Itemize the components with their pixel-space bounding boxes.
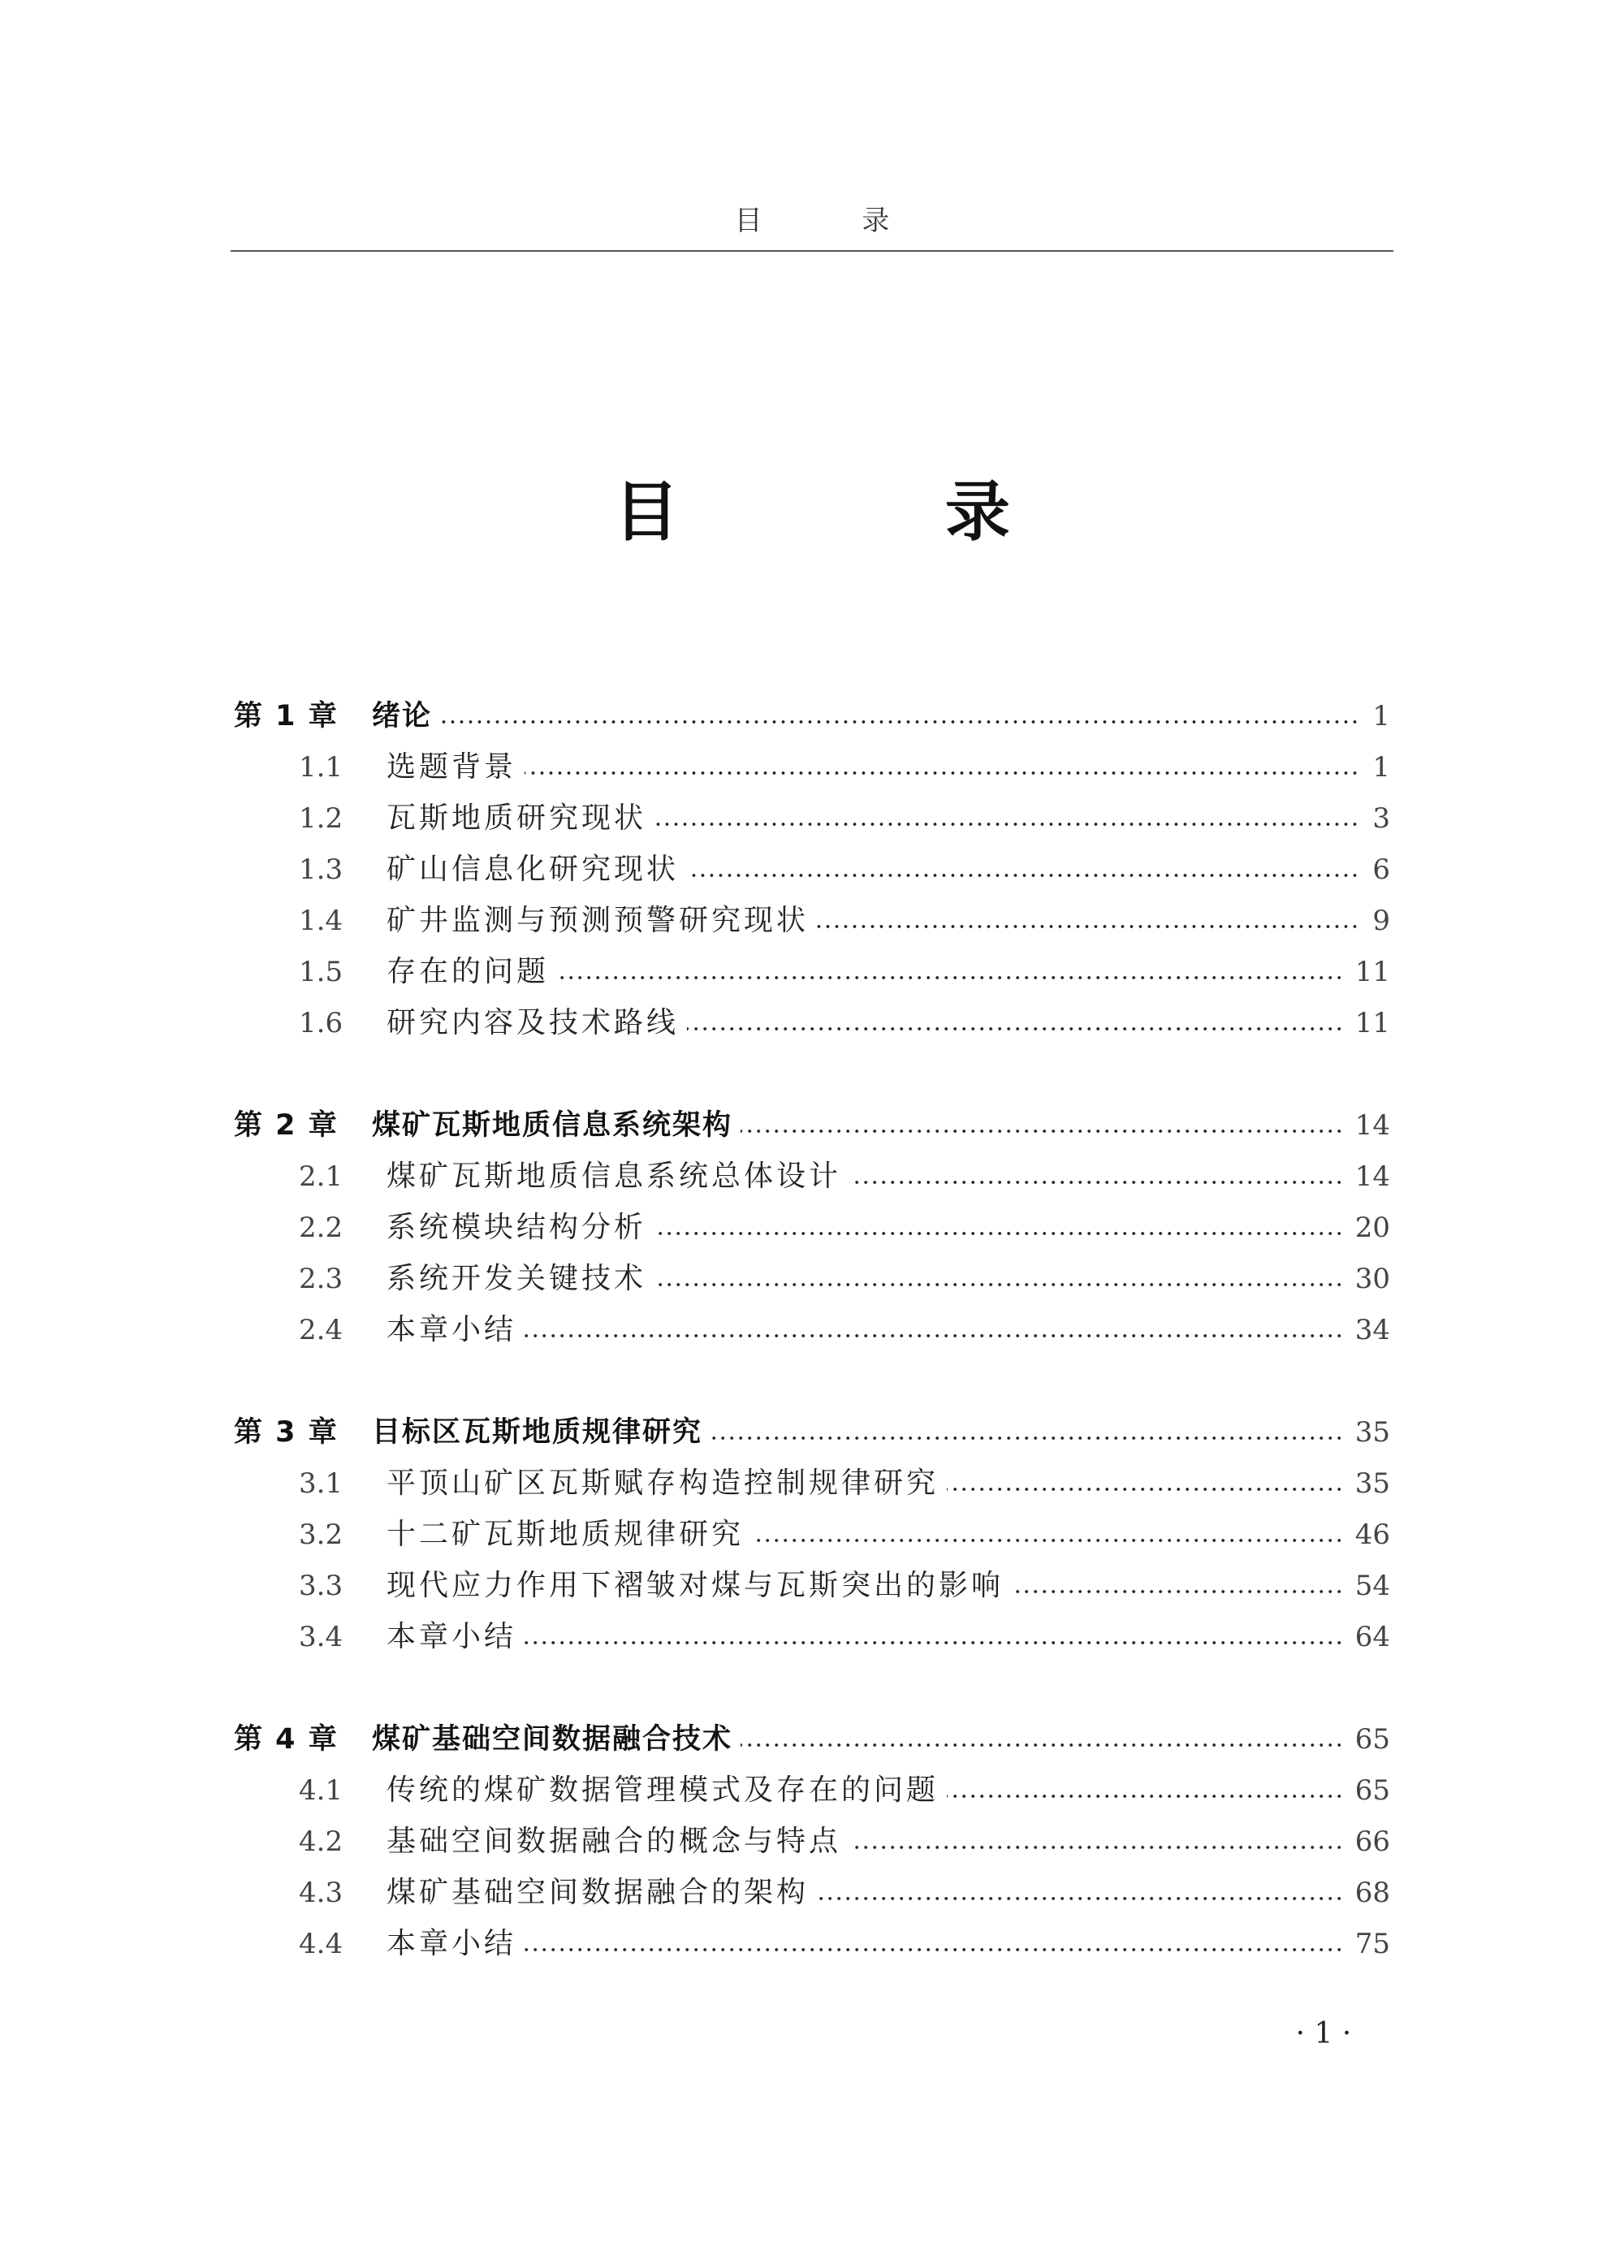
dot-leader bbox=[817, 1897, 1344, 1900]
chapter-title: 目标区瓦斯地质规律研究 bbox=[372, 1415, 703, 1449]
toc-section-entry[interactable] bbox=[234, 1253, 1390, 1304]
section-number: 4.3 bbox=[299, 1876, 343, 1909]
page-ref: 3 bbox=[1372, 801, 1390, 835]
dot-leader bbox=[654, 1232, 1344, 1235]
dot-leader bbox=[525, 1641, 1344, 1644]
section-number: 2.1 bbox=[299, 1160, 343, 1193]
section-title: 基础空间数据融合的概念与特点 bbox=[387, 1824, 842, 1858]
dot-leader bbox=[525, 1334, 1344, 1337]
page-ref: 54 bbox=[1354, 1569, 1390, 1602]
chapter-title: 煤矿瓦斯地质信息系统架构 bbox=[372, 1108, 733, 1142]
toc-section-entry[interactable] bbox=[234, 844, 1390, 895]
section-number: 2.3 bbox=[299, 1262, 343, 1295]
section-title: 瓦斯地质研究现状 bbox=[387, 801, 647, 835]
dot-leader bbox=[654, 823, 1359, 826]
dot-leader bbox=[741, 1743, 1344, 1747]
dot-leader bbox=[947, 1795, 1344, 1798]
section-title: 煤矿基础空间数据融合的架构 bbox=[387, 1875, 810, 1909]
dot-leader bbox=[687, 1027, 1344, 1030]
section-number: 3.3 bbox=[299, 1569, 343, 1602]
toc-section-entry[interactable] bbox=[234, 741, 1390, 793]
page-number: · 1 · bbox=[1295, 2017, 1352, 2050]
section-title: 研究内容及技术路线 bbox=[387, 1005, 680, 1039]
page-ref: 14 bbox=[1354, 1160, 1390, 1193]
chapter-number: 第 3 章 bbox=[234, 1415, 339, 1449]
table-of-contents bbox=[234, 690, 1390, 1969]
chapter-title: 煤矿基础空间数据融合技术 bbox=[372, 1722, 733, 1756]
section-title: 存在的问题 bbox=[387, 954, 550, 988]
section-title: 本章小结 bbox=[387, 1312, 517, 1346]
page-ref: 20 bbox=[1354, 1211, 1390, 1244]
page-ref: 11 bbox=[1354, 955, 1390, 988]
section-title: 平顶山矿区瓦斯赋存构造控制规律研究 bbox=[387, 1466, 939, 1500]
page-ref: 30 bbox=[1354, 1262, 1390, 1295]
toc-section-entry[interactable] bbox=[234, 997, 1390, 1048]
chapter-number: 第 1 章 bbox=[234, 699, 339, 732]
section-title: 传统的煤矿数据管理模式及存在的问题 bbox=[387, 1773, 939, 1807]
toc-chapter-entry[interactable] bbox=[234, 1713, 1390, 1765]
section-title: 选题背景 bbox=[387, 750, 517, 784]
page-ref: 1 bbox=[1372, 750, 1390, 784]
toc-section-entry[interactable] bbox=[234, 1816, 1390, 1867]
toc-section-entry[interactable] bbox=[234, 1918, 1390, 1969]
section-number: 2.2 bbox=[299, 1211, 343, 1244]
page-ref: 1 bbox=[1372, 699, 1390, 732]
page-ref: 35 bbox=[1354, 1467, 1390, 1500]
section-number: 1.6 bbox=[299, 1006, 343, 1039]
section-title: 本章小结 bbox=[387, 1926, 517, 1960]
page-ref: 35 bbox=[1354, 1415, 1390, 1449]
dot-leader bbox=[947, 1488, 1344, 1491]
chapter-number: 第 2 章 bbox=[234, 1108, 339, 1142]
chapter-number: 第 4 章 bbox=[234, 1722, 339, 1756]
toc-section-entry[interactable] bbox=[234, 1458, 1390, 1509]
section-number: 3.4 bbox=[299, 1620, 343, 1653]
section-number: 3.2 bbox=[299, 1518, 343, 1551]
page-ref: 65 bbox=[1354, 1773, 1390, 1807]
page-ref: 64 bbox=[1354, 1620, 1390, 1653]
section-title: 本章小结 bbox=[387, 1619, 517, 1653]
toc-chapter-entry[interactable] bbox=[234, 1406, 1390, 1458]
toc-section-entry[interactable] bbox=[234, 1202, 1390, 1253]
dot-leader bbox=[654, 1283, 1344, 1286]
dot-leader bbox=[557, 976, 1344, 979]
toc-section-entry[interactable] bbox=[234, 1765, 1390, 1816]
page-ref: 9 bbox=[1372, 904, 1390, 937]
section-title: 矿山信息化研究现状 bbox=[387, 852, 680, 886]
page-ref: 46 bbox=[1354, 1518, 1390, 1551]
section-number: 1.1 bbox=[299, 750, 343, 784]
toc-section-entry[interactable] bbox=[234, 1867, 1390, 1918]
dot-leader bbox=[710, 1436, 1344, 1440]
dot-leader bbox=[752, 1539, 1344, 1542]
toc-chapter-entry[interactable] bbox=[234, 690, 1390, 741]
toc-section-entry[interactable] bbox=[234, 1151, 1390, 1202]
toc-section-entry[interactable] bbox=[234, 895, 1390, 946]
page-ref: 14 bbox=[1354, 1108, 1390, 1142]
dot-leader bbox=[525, 771, 1359, 775]
page-ref: 6 bbox=[1372, 853, 1390, 886]
section-number: 1.5 bbox=[299, 955, 343, 988]
running-header: 目 录 bbox=[231, 201, 1393, 252]
section-title: 矿井监测与预测预警研究现状 bbox=[387, 903, 810, 937]
toc-section-entry[interactable] bbox=[234, 1509, 1390, 1560]
toc-section-entry[interactable] bbox=[234, 793, 1390, 844]
page-ref: 68 bbox=[1354, 1876, 1390, 1909]
page-title: 目 录 bbox=[614, 473, 1132, 550]
toc-section-entry[interactable] bbox=[234, 946, 1390, 997]
section-title: 现代应力作用下褶皱对煤与瓦斯突出的影响 bbox=[387, 1568, 1004, 1602]
section-number: 4.2 bbox=[299, 1825, 343, 1858]
section-number: 1.4 bbox=[299, 904, 343, 937]
section-title: 十二矿瓦斯地质规律研究 bbox=[387, 1517, 745, 1551]
section-title: 系统开发关键技术 bbox=[387, 1261, 647, 1295]
section-number: 3.1 bbox=[299, 1467, 343, 1500]
dot-leader bbox=[525, 1948, 1344, 1951]
dot-leader bbox=[849, 1846, 1344, 1849]
section-number: 2.4 bbox=[299, 1313, 343, 1346]
section-number: 4.4 bbox=[299, 1927, 343, 1960]
section-title: 煤矿瓦斯地质信息系统总体设计 bbox=[387, 1159, 842, 1193]
dot-leader bbox=[741, 1130, 1344, 1133]
dot-leader bbox=[440, 720, 1359, 724]
page-ref: 75 bbox=[1354, 1927, 1390, 1960]
page-ref: 66 bbox=[1354, 1825, 1390, 1858]
toc-section-entry[interactable] bbox=[234, 1560, 1390, 1611]
dot-leader bbox=[817, 925, 1359, 928]
section-number: 4.1 bbox=[299, 1773, 343, 1807]
toc-section-entry[interactable] bbox=[234, 1304, 1390, 1355]
dot-leader bbox=[687, 874, 1359, 877]
page-ref: 65 bbox=[1354, 1722, 1390, 1756]
page-ref: 11 bbox=[1354, 1006, 1390, 1039]
toc-section-entry[interactable] bbox=[234, 1611, 1390, 1662]
section-number: 1.2 bbox=[299, 801, 343, 835]
section-number: 1.3 bbox=[299, 853, 343, 886]
dot-leader bbox=[1012, 1590, 1344, 1593]
chapter-title: 绪论 bbox=[372, 699, 433, 732]
dot-leader bbox=[849, 1181, 1344, 1184]
page-ref: 34 bbox=[1354, 1313, 1390, 1346]
toc-chapter-entry[interactable] bbox=[234, 1099, 1390, 1151]
section-title: 系统模块结构分析 bbox=[387, 1210, 647, 1244]
